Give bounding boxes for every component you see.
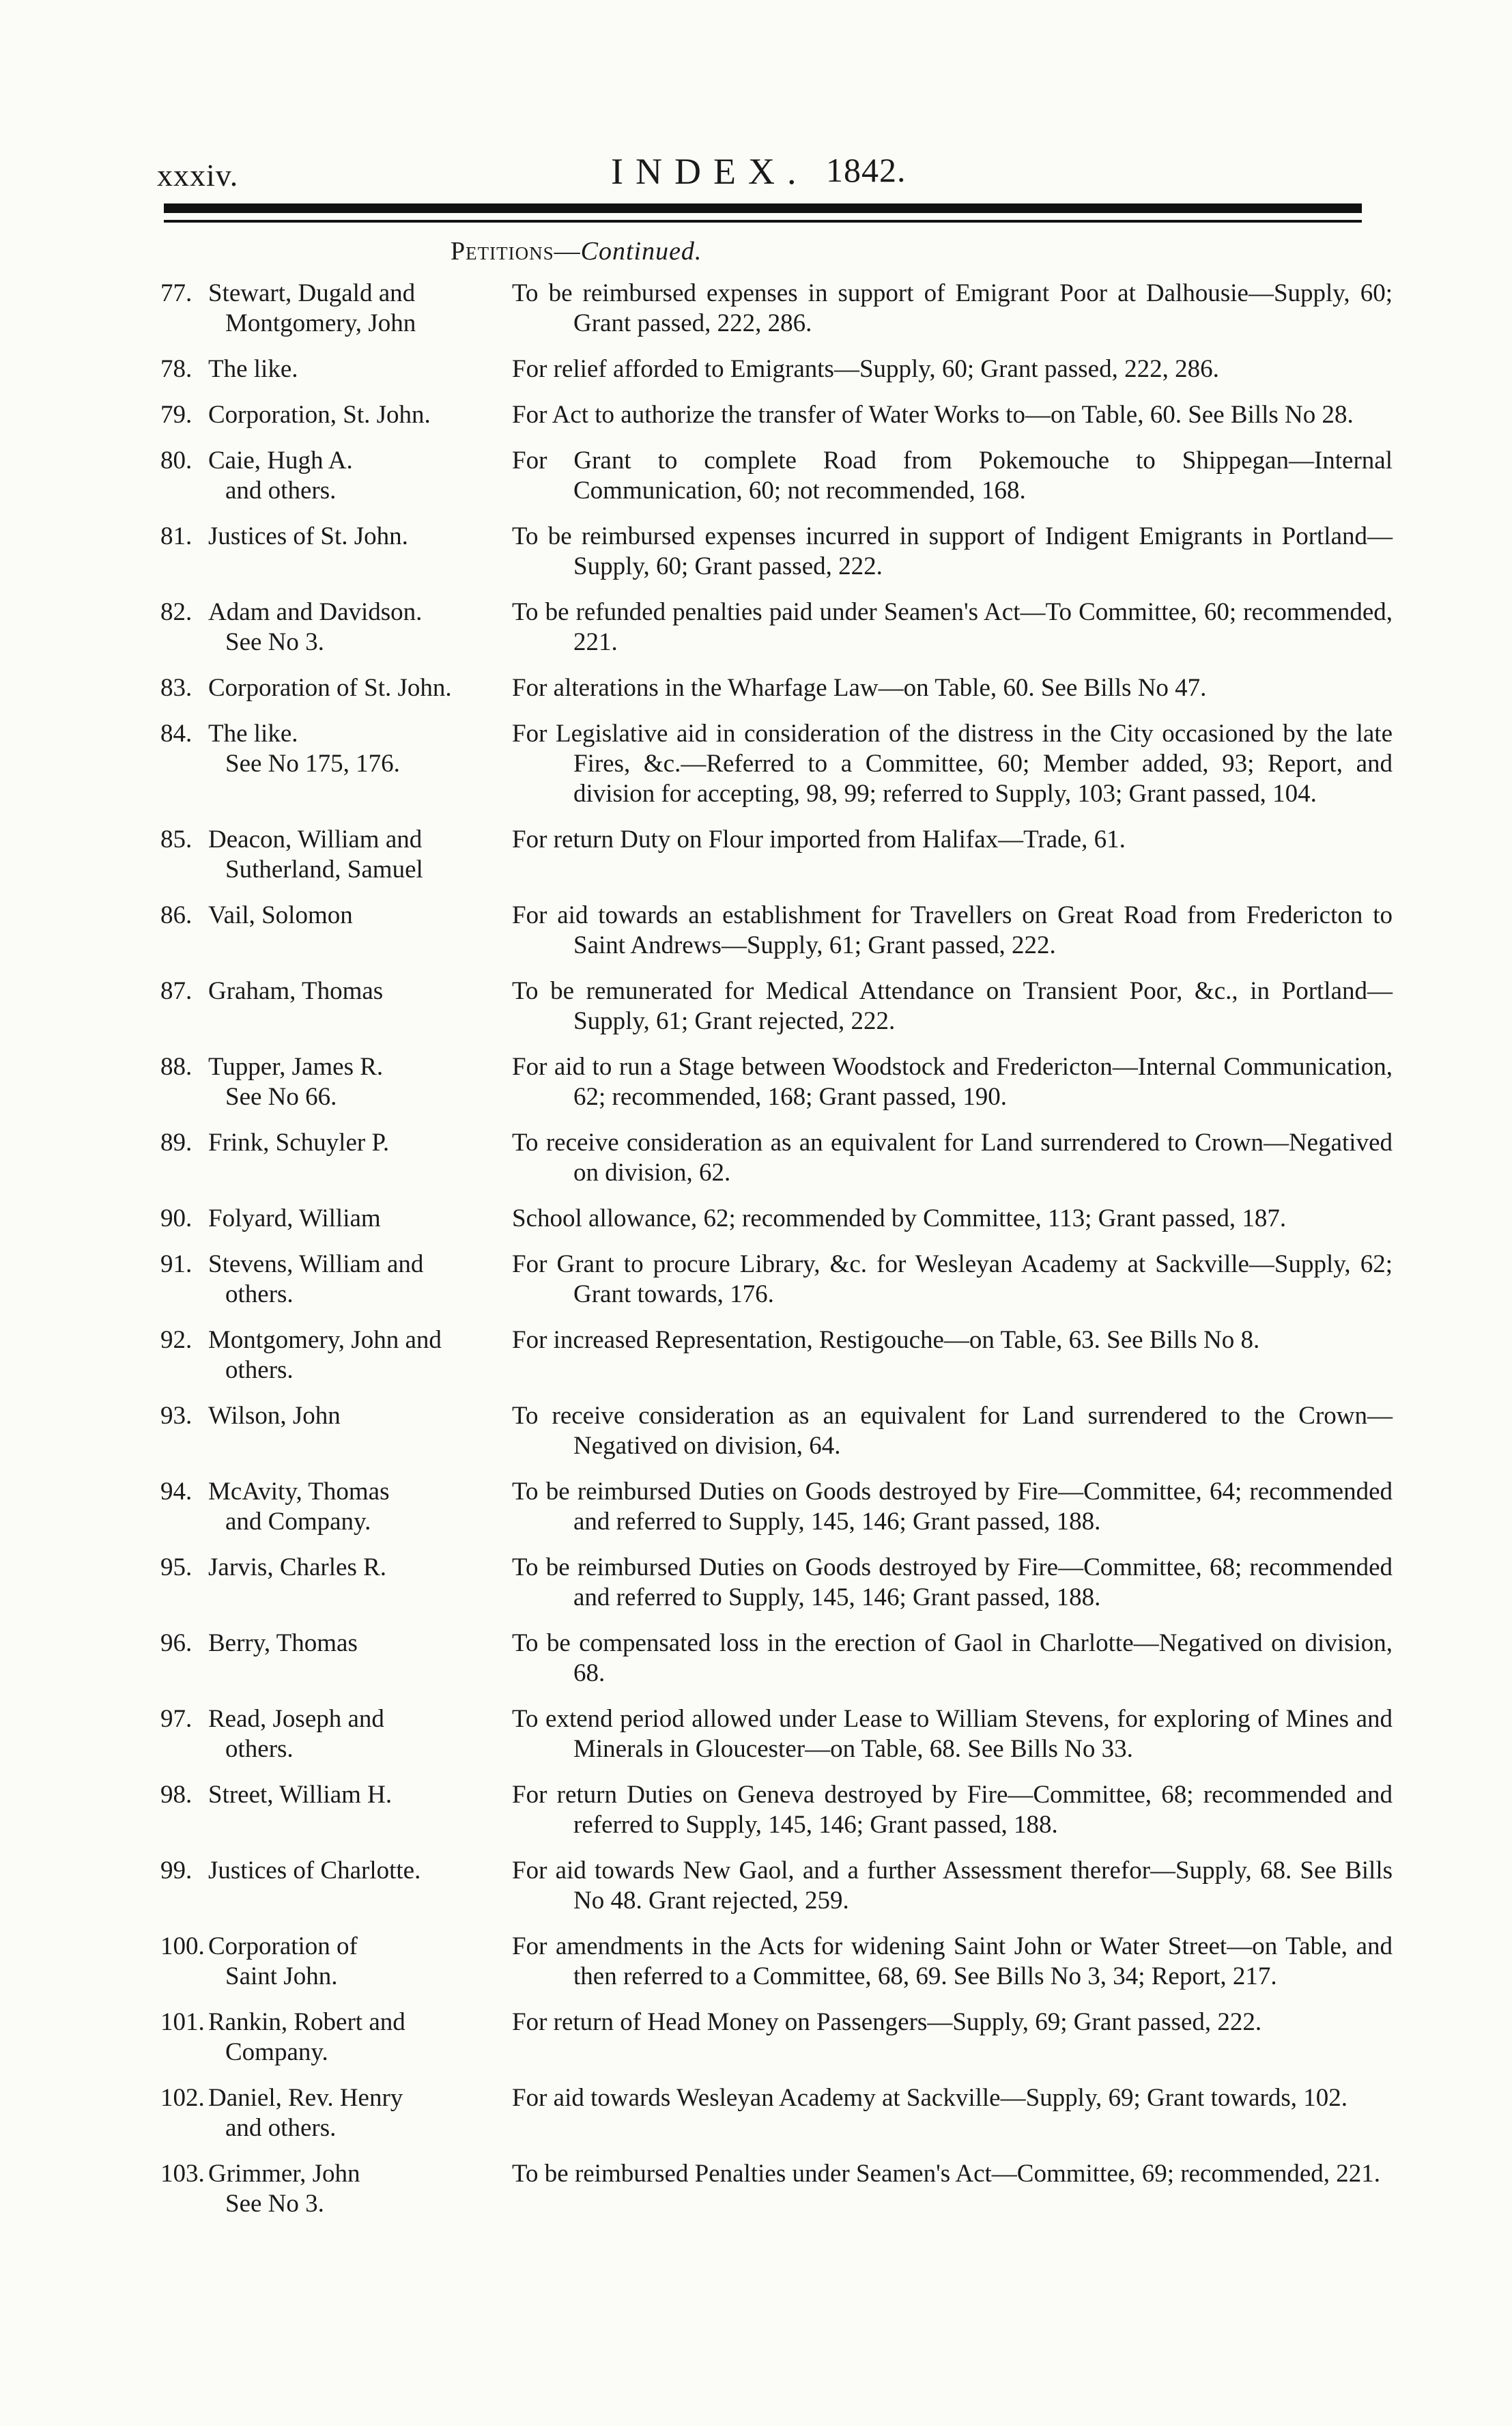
petition-description: For aid towards Wesleyan Academy at Sackville—Supply, 69; Grant towards, 102. bbox=[512, 2084, 1347, 2112]
petition-entry bbox=[150, 976, 1393, 1036]
petition-description: For return Duties on Geneva destroyed by Fire—Committee, 68; recommended and referred to Supply, 145, 146; Grant passed, 188. bbox=[512, 1781, 1393, 1839]
petitioner-name-continued: others. bbox=[225, 1356, 294, 1384]
petition-description: To be reimbursed expenses incurred in support of Indigent Emigrants in Portland—Supply, 60; Grant passed, 222. bbox=[512, 522, 1393, 580]
petition-entry bbox=[150, 400, 1393, 430]
petitioner-name-continued: See No 3. bbox=[225, 628, 324, 656]
petitioner-name: Folyard, William bbox=[208, 1204, 381, 1232]
petitioner-name: Deacon, William and bbox=[208, 826, 423, 854]
petitioner-name: Grimmer, John bbox=[208, 2160, 360, 2188]
petitioner-name: Caie, Hugh A. bbox=[208, 447, 353, 475]
entry-number: 84. bbox=[160, 720, 192, 748]
petitioner-name: Stevens, William and bbox=[208, 1250, 424, 1278]
petitioner-name: Frink, Schuyler P. bbox=[208, 1129, 390, 1157]
entry-number: 93. bbox=[160, 1402, 192, 1430]
entry-number: 98. bbox=[160, 1781, 192, 1809]
petitioner-name-continued: Sutherland, Samuel bbox=[225, 856, 423, 884]
petition-entry bbox=[150, 2007, 1393, 2068]
petition-entry bbox=[150, 1477, 1393, 1537]
petition-description: For aid to run a Stage between Woodstock and Fredericton—Internal Communication, 62; recommended, 168; Grant passed, 190. bbox=[512, 1053, 1393, 1111]
petition-entry bbox=[150, 2083, 1393, 2143]
petitioner-name: Corporation of bbox=[208, 1932, 358, 1960]
entry-number: 83. bbox=[160, 674, 192, 702]
petition-entry bbox=[150, 1856, 1393, 1916]
petitioner-name: Stewart, Dugald and bbox=[208, 279, 416, 307]
petition-entry bbox=[150, 1325, 1393, 1385]
petitioner-name-continued: Company. bbox=[225, 2038, 328, 2066]
petition-entry bbox=[150, 673, 1393, 703]
petitioner-name: Read, Joseph and bbox=[208, 1705, 384, 1733]
petitioner-name: Montgomery, John and bbox=[208, 1326, 442, 1354]
petition-entry bbox=[150, 901, 1393, 961]
petition-entry bbox=[150, 825, 1393, 885]
petition-description: For Grant to complete Road from Pokemouche to Shippegan—Internal Communication, 60; not recommended, 168. bbox=[512, 447, 1393, 505]
petition-description: To be reimbursed Penalties under Seamen's Act—Committee, 69; recommended, 221. bbox=[512, 2160, 1381, 2188]
petition-entry bbox=[150, 1250, 1393, 1310]
petition-description: For relief afforded to Emigrants—Supply, 60; Grant passed, 222, 286. bbox=[512, 355, 1219, 383]
petition-description: For Legislative aid in consideration of the distress in the City occasioned by the late Fires, &c.—Referred to a Committee, 60; Member added, 93; Report, and division for accepting, 98, 99; referred to Supply, 103; Grant passed, 104. bbox=[512, 720, 1393, 808]
petition-entry bbox=[150, 1128, 1393, 1188]
petition-description: For aid towards an establishment for Travellers on Great Road from Fredericton to Saint Andrews—Supply, 61; Grant passed, 222. bbox=[512, 901, 1393, 959]
petitioner-name: Daniel, Rev. Henry bbox=[208, 2084, 403, 2112]
petition-description: For increased Representation, Restigouche—on Table, 63. See Bills No 8. bbox=[512, 1326, 1260, 1354]
entry-number: 88. bbox=[160, 1053, 192, 1081]
header-rule-thick bbox=[164, 203, 1362, 213]
petition-entry bbox=[150, 1204, 1393, 1234]
petition-entry bbox=[150, 1932, 1393, 1992]
petition-description: To receive consideration as an equivalent for Land surrendered to Crown—Negatived on division, 62. bbox=[512, 1129, 1393, 1187]
petition-entry bbox=[150, 1704, 1393, 1764]
entry-number: 78. bbox=[160, 355, 192, 383]
petition-entry bbox=[150, 719, 1393, 809]
petition-entry bbox=[150, 446, 1393, 506]
petitioner-name: Jarvis, Charles R. bbox=[208, 1553, 387, 1581]
petitioner-name-continued: and others. bbox=[225, 2114, 337, 2142]
petition-description: For return of Head Money on Passengers—Supply, 69; Grant passed, 222. bbox=[512, 2008, 1262, 2036]
petitioner-name: Adam and Davidson. bbox=[208, 598, 423, 626]
petition-entry bbox=[150, 1401, 1393, 1461]
entry-number: 80. bbox=[160, 447, 192, 475]
page-header bbox=[157, 150, 1365, 198]
page-year: 1842. bbox=[826, 151, 907, 189]
entry-number: 86. bbox=[160, 901, 192, 929]
entry-number: 81. bbox=[160, 522, 192, 550]
petitioner-name: Corporation of St. John. bbox=[208, 674, 452, 702]
petitioner-name: Tupper, James R. bbox=[208, 1053, 384, 1081]
petition-description: To be remunerated for Medical Attendance on Transient Poor, &c., in Portland—Supply, 61; Grant rejected, 222. bbox=[512, 977, 1393, 1035]
petition-entry bbox=[150, 1052, 1393, 1112]
petitioner-name-continued: See No 175, 176. bbox=[225, 750, 400, 778]
petition-entry bbox=[150, 2159, 1393, 2219]
petitioner-name-continued: See No 3. bbox=[225, 2190, 324, 2218]
petition-description: To be compensated loss in the erection of Gaol in Charlotte—Negatived on division, 68. bbox=[512, 1629, 1393, 1687]
petition-entry bbox=[150, 1628, 1393, 1689]
entry-number: 101. bbox=[160, 2008, 205, 2036]
petition-entry bbox=[150, 354, 1393, 384]
petition-description: To be reimbursed Duties on Goods destroyed by Fire—Committee, 64; recommended and referred to Supply, 145, 146; Grant passed, 188. bbox=[512, 1478, 1393, 1536]
petition-entry bbox=[150, 522, 1393, 582]
entry-number: 79. bbox=[160, 401, 192, 429]
petitioner-name-continued: others. bbox=[225, 1735, 294, 1763]
petition-entry bbox=[150, 279, 1393, 339]
entry-number: 99. bbox=[160, 1857, 192, 1885]
page-title: INDEX. bbox=[611, 151, 809, 192]
petitioner-name: Rankin, Robert and bbox=[208, 2008, 405, 2036]
petition-entry bbox=[150, 1780, 1393, 1840]
petitioner-name: Wilson, John bbox=[208, 1402, 341, 1430]
petition-description: To be reimbursed Duties on Goods destroyed by Fire—Committee, 68; recommended and referred to Supply, 145, 146; Grant passed, 188. bbox=[512, 1553, 1393, 1611]
entry-number: 94. bbox=[160, 1478, 192, 1506]
petitioner-name: McAvity, Thomas bbox=[208, 1478, 390, 1506]
petitioner-name-continued: others. bbox=[225, 1280, 294, 1308]
petitioner-name-continued: Montgomery, John bbox=[225, 309, 416, 337]
header-rule-thin bbox=[164, 220, 1362, 223]
petitioner-name-continued: and Company. bbox=[225, 1508, 371, 1536]
petitioner-name: Street, William H. bbox=[208, 1781, 393, 1809]
petitioner-name: Graham, Thomas bbox=[208, 977, 384, 1005]
entry-number: 100. bbox=[160, 1932, 205, 1960]
petitioner-name: Justices of St. John. bbox=[208, 522, 408, 550]
petition-entry bbox=[150, 1553, 1393, 1613]
petitioner-name-continued: and others. bbox=[225, 477, 337, 505]
petitioner-name: Berry, Thomas bbox=[208, 1629, 358, 1657]
entry-number: 85. bbox=[160, 826, 192, 854]
petitioner-name: Vail, Solomon bbox=[208, 901, 353, 929]
petition-description: For Grant to procure Library, &c. for Wesleyan Academy at Sackville—Supply, 62; Grant towards, 176. bbox=[512, 1250, 1393, 1308]
petition-description: For amendments in the Acts for widening Saint John or Water Street—on Table, and then referred to a Committee, 68, 69. See Bills No 3, 34; Report, 217. bbox=[512, 1932, 1393, 1990]
section-title: Petitions— bbox=[451, 237, 581, 266]
petition-description: To be reimbursed expenses in support of Emigrant Poor at Dalhousie—Supply, 60; Grant passed, 222, 286. bbox=[512, 279, 1393, 337]
petition-description: For alterations in the Wharfage Law—on Table, 60. See Bills No 47. bbox=[512, 674, 1207, 702]
petition-description: For aid towards New Gaol, and a further Assessment therefor—Supply, 68. See Bills No 48. Grant rejected, 259. bbox=[512, 1857, 1393, 1915]
petitioner-name-continued: See No 66. bbox=[225, 1083, 337, 1111]
entry-number: 91. bbox=[160, 1250, 192, 1278]
petition-description: For return Duty on Flour imported from Halifax—Trade, 61. bbox=[512, 826, 1126, 854]
entry-number: 103. bbox=[160, 2160, 205, 2188]
page-number: xxxiv. bbox=[157, 158, 239, 193]
petitioner-name-continued: Saint John. bbox=[225, 1962, 338, 1990]
section-heading bbox=[451, 236, 702, 266]
section-continued: Continued. bbox=[580, 237, 702, 266]
entry-number: 102. bbox=[160, 2084, 205, 2112]
petitioner-name: Corporation, St. John. bbox=[208, 401, 431, 429]
entry-number: 92. bbox=[160, 1326, 192, 1354]
entry-number: 89. bbox=[160, 1129, 192, 1157]
petition-description: To receive consideration as an equivalent for Land surrendered to the Crown—Negatived on division, 64. bbox=[512, 1402, 1393, 1460]
entry-number: 96. bbox=[160, 1629, 192, 1657]
entry-number: 87. bbox=[160, 977, 192, 1005]
petition-list bbox=[150, 279, 1393, 2235]
petitioner-name: Justices of Charlotte. bbox=[208, 1857, 421, 1885]
petitioner-name: The like. bbox=[208, 355, 298, 383]
petition-description: For Act to authorize the transfer of Water Works to—on Table, 60. See Bills No 28. bbox=[512, 401, 1354, 429]
petition-description: To extend period allowed under Lease to William Stevens, for exploring of Mines and Minerals in Gloucester—on Table, 68. See Bills No 33. bbox=[512, 1705, 1393, 1763]
entry-number: 97. bbox=[160, 1705, 192, 1733]
entry-number: 95. bbox=[160, 1553, 192, 1581]
entry-number: 90. bbox=[160, 1204, 192, 1232]
petition-description: To be refunded penalties paid under Seamen's Act—To Committee, 60; recommended, 221. bbox=[512, 598, 1393, 656]
petitioner-name: The like. bbox=[208, 720, 298, 748]
entry-number: 82. bbox=[160, 598, 192, 626]
petition-entry bbox=[150, 597, 1393, 658]
petition-description: School allowance, 62; recommended by Committee, 113; Grant passed, 187. bbox=[512, 1204, 1287, 1232]
entry-number: 77. bbox=[160, 279, 192, 307]
